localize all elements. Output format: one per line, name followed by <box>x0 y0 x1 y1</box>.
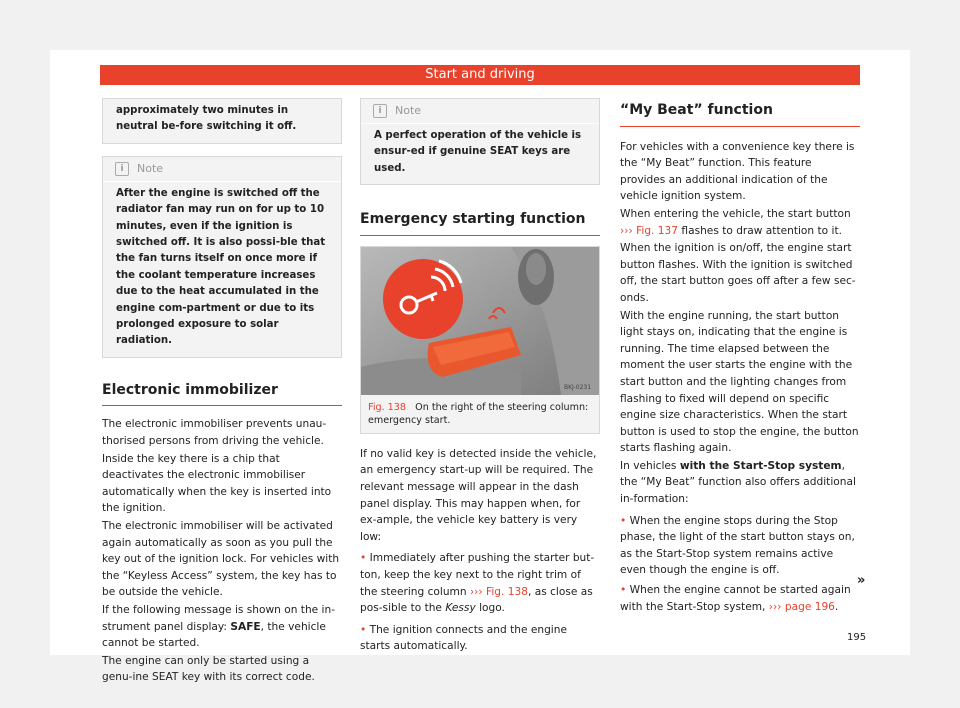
chapter-header: Start and driving <box>100 65 860 85</box>
bullet-dot-icon: • <box>620 584 627 597</box>
bullet-item <box>620 513 860 579</box>
paragraph: Inside the key there is a chip that deactivates the electronic immobiliser automatically when the key is inserted into the ignition. <box>102 452 332 515</box>
text-run: , the “My Beat” function also offers additional in-formation: <box>620 459 856 506</box>
info-icon: i <box>373 104 387 118</box>
bullet-item <box>360 622 600 655</box>
paragraph: The engine can only be started using a genu-ine SEAT key with its correct code. <box>102 654 315 684</box>
warning-text: approximately two minutes in neutral be-fore switching it off. <box>116 105 297 133</box>
paragraph: When the ignition is on/off, the engine start button flashes. With the ignition is switched off, the start button goes off after a few sec-onds. <box>620 242 856 304</box>
paragraph <box>620 458 860 508</box>
kessy-logo-text: Kessy <box>445 602 476 615</box>
figure-code: BKJ-0231 <box>564 383 592 391</box>
bullet-item <box>360 550 600 616</box>
continue-mark: » <box>857 573 866 588</box>
text-run: , the vehicle cannot be started. <box>102 620 326 650</box>
paragraph: The electronic immobiliser prevents unau-thorised persons from driving the vehicle. <box>102 418 327 448</box>
note-box <box>102 156 342 358</box>
text-run: Immediately after pushing the starter but-ton, keep the key next to the right trim of the steering column <box>360 552 595 598</box>
text-run: When the engine cannot be started again with the Start-Stop system, <box>620 584 851 613</box>
text-run: . <box>834 600 839 613</box>
figure-138 <box>360 246 600 434</box>
paragraph: With the engine running, the start button light stays on, indicating that the engine is running. The time elapsed between the moment the user starts the engine with the start button and the lighting changes from flashing to fixed will depend on specific engine size characteristics. When the start button is used to stop the engine, the button starts flashing again. <box>620 309 859 455</box>
column-middle <box>360 98 600 656</box>
column-right <box>620 98 860 616</box>
text-run: When entering the vehicle, the start button <box>620 207 851 220</box>
paragraph: The electronic immobiliser will be activated again automatically as soon as you pull the key out of the ignition lock. For vehicles with the “Keyless Access” system, the key has to be outside the vehicle. <box>102 520 340 599</box>
figure-label: Fig. 138 <box>368 401 406 413</box>
note-box <box>360 98 600 185</box>
figure-caption <box>361 395 599 433</box>
text-run: In vehicles <box>620 459 680 472</box>
text-run: If the following message is shown on the in-strument panel display: <box>102 604 336 633</box>
note-header <box>103 157 341 182</box>
bullet-dot-icon: • <box>360 552 367 565</box>
figure-reference-link[interactable]: ››› Fig. 137 <box>620 224 679 237</box>
paragraph: For vehicles with a convenience key there is the “My Beat” function. This feature provides an additional indication of the vehicle ignition system. <box>620 140 855 203</box>
figure-caption-text: On the right of the steering column: emergency start. <box>368 401 589 426</box>
text-run: The ignition connects and the engine starts automatically. <box>360 623 567 653</box>
bullet-dot-icon: • <box>360 623 367 636</box>
note-heading: Note <box>395 103 422 117</box>
figure-reference-link[interactable]: ››› Fig. 138 <box>469 585 528 598</box>
bullet-item <box>620 582 860 615</box>
section-title-emergency: Emergency starting function <box>360 211 600 236</box>
text-run: flashes to draw attention to it. <box>678 224 842 237</box>
text-run: logo. <box>475 602 505 615</box>
note-header <box>361 99 599 124</box>
bold-text: with the Start-Stop system <box>679 459 842 472</box>
section-title-immobilizer: Electronic immobilizer <box>102 382 342 407</box>
section-title-my-beat: “My Beat” function <box>620 98 860 127</box>
paragraph-safe <box>102 602 342 652</box>
paragraph <box>620 206 860 239</box>
text-run: When the engine stops during the Stop phase, the light of the start button stays on, as the Start-Stop system remains active even though the engine is off. <box>620 514 855 577</box>
note-text: A perfect operation of the vehicle is ensur-ed if genuine SEAT keys are used. <box>374 130 582 174</box>
safe-keyword: SAFE <box>230 620 261 633</box>
page-number: 195 <box>847 632 867 643</box>
emergency-start-illustration <box>361 247 599 395</box>
column-left <box>102 98 342 687</box>
note-text: After the engine is switched off the radiator fan may run on for up to 10 minutes, even if the ignition is switched off. It is also possi-ble that the fan turns itself on once more if the coolant temperature increases due to the heat accumulated in the engine com-partment or due to its prolonged exposure to solar radiation. <box>116 187 326 347</box>
bullet-dot-icon: • <box>620 514 627 527</box>
paragraph: If no valid key is detected inside the vehicle, an emergency start-up will be required. The relevant message will appear in the dash panel display. This may happen when, for ex-ample, the vehicle key battery is very low: <box>360 447 597 543</box>
note-heading: Note <box>137 161 164 175</box>
warning-continuation-box <box>102 98 342 144</box>
page-reference-link[interactable]: ››› page 196 <box>768 600 835 613</box>
text-run: , as close as pos-sible to the <box>360 585 593 615</box>
info-icon: i <box>115 162 129 176</box>
